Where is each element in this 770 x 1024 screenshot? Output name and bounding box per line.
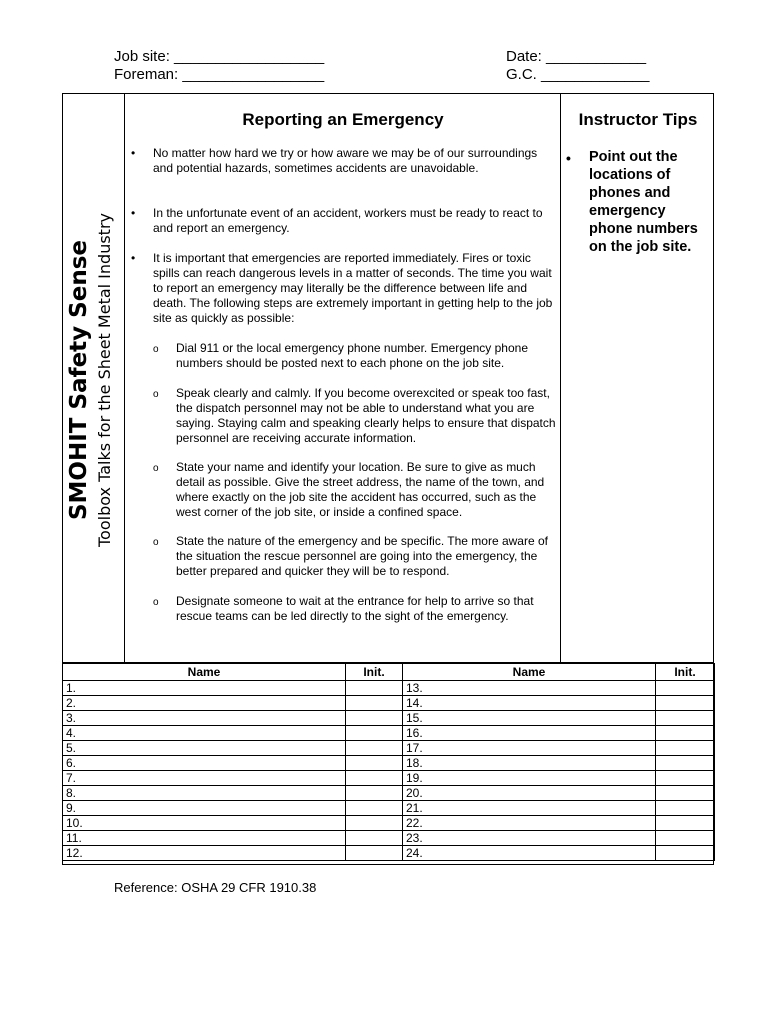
bullet-glyph: • <box>131 146 136 160</box>
signin-init-cell[interactable] <box>656 816 715 831</box>
bullet-item: In the unfortunate event of an accident, workers must be ready to react to and report an emergency. <box>153 206 543 235</box>
signin-name-cell[interactable]: 10. <box>63 816 346 831</box>
step-item: State the nature of the emergency and be specific. The more aware of the situation the rescue personnel are going into the emergency, the better prepared and quicker they will be to respond. <box>176 534 548 578</box>
signin-init-cell[interactable] <box>656 771 715 786</box>
signin-name-cell[interactable]: 20. <box>403 786 656 801</box>
sub-bullet-glyph: o <box>153 463 159 474</box>
signin-name-cell[interactable]: 12. <box>63 846 346 861</box>
signin-init-cell[interactable] <box>656 696 715 711</box>
table-row <box>63 696 715 711</box>
signin-name-cell[interactable]: 4. <box>63 726 346 741</box>
signin-init-cell[interactable] <box>656 831 715 846</box>
table-row <box>63 771 715 786</box>
signin-init-cell[interactable] <box>346 681 403 696</box>
signin-init-cell[interactable] <box>656 681 715 696</box>
signin-name-cell[interactable]: 19. <box>403 771 656 786</box>
reference-text: Reference: OSHA 29 CFR 1910.38 <box>114 880 317 895</box>
signin-name-cell[interactable]: 21. <box>403 801 656 816</box>
table-row <box>63 711 715 726</box>
table-row <box>63 846 715 861</box>
foreman-field: Foreman: _________________ <box>114 66 325 83</box>
signin-name-cell[interactable]: 7. <box>63 771 346 786</box>
signin-name-cell[interactable]: 13. <box>403 681 656 696</box>
signin-init-cell[interactable] <box>656 726 715 741</box>
sub-bullet-glyph: o <box>153 537 159 548</box>
signin-name-cell[interactable]: 1. <box>63 681 346 696</box>
sidebar-divider <box>124 93 125 663</box>
bullet-glyph: • <box>131 206 136 220</box>
table-row <box>63 786 715 801</box>
tips-divider <box>560 93 561 663</box>
sub-bullet-glyph: o <box>153 389 159 400</box>
step-item: Designate someone to wait at the entrance for help to arrive so that rescue teams can be led directly to the sight of the emergency. <box>176 594 534 623</box>
brand-title: SMOHIT Safety Sense <box>66 239 92 521</box>
signin-init-cell[interactable] <box>656 741 715 756</box>
sub-bullet-glyph: o <box>153 597 159 608</box>
table-row <box>63 801 715 816</box>
signin-init-cell[interactable] <box>346 726 403 741</box>
signin-name-cell[interactable]: 14. <box>403 696 656 711</box>
init-column-header: Init. <box>346 664 403 681</box>
signin-name-cell[interactable]: 2. <box>63 696 346 711</box>
signin-init-cell[interactable] <box>346 846 403 861</box>
brand-subtitle: Toolbox Talks for the Sheet Metal Industry <box>95 213 114 547</box>
name-column-header: Name <box>403 664 656 681</box>
signin-name-cell[interactable]: 9. <box>63 801 346 816</box>
signin-init-cell[interactable] <box>346 786 403 801</box>
date-field: Date: ____________ <box>506 48 647 65</box>
signin-init-cell[interactable] <box>346 771 403 786</box>
gc-field: G.C. _____________ <box>506 66 650 83</box>
signin-name-cell[interactable]: 11. <box>63 831 346 846</box>
signin-name-cell[interactable]: 24. <box>403 846 656 861</box>
table-row <box>63 681 715 696</box>
signin-init-cell[interactable] <box>656 801 715 816</box>
signin-name-cell[interactable]: 18. <box>403 756 656 771</box>
table-row <box>63 726 715 741</box>
name-column-header: Name <box>63 664 346 681</box>
job-site-field: Job site: __________________ <box>114 48 325 65</box>
signin-init-cell[interactable] <box>656 786 715 801</box>
bullet-glyph: • <box>131 251 136 265</box>
signin-init-cell[interactable] <box>346 711 403 726</box>
signin-init-cell[interactable] <box>656 711 715 726</box>
signin-name-cell[interactable]: 6. <box>63 756 346 771</box>
bullet-item: It is important that emergencies are reported immediately. Fires or toxic spills can reach dangerous levels in a matter of seconds. The time you wait to report an emergency may literally be the difference between life and death. The following steps are extremely important in getting help to the job site as quickly as possible: <box>153 251 553 325</box>
tip-text: Point out the locations of phones and emergency phone numbers on the job site. <box>589 149 698 255</box>
signin-init-cell[interactable] <box>656 846 715 861</box>
signin-init-cell[interactable] <box>346 756 403 771</box>
signin-name-cell[interactable]: 8. <box>63 786 346 801</box>
table-row <box>63 816 715 831</box>
signin-table <box>62 663 715 861</box>
tips-title: Instructor Tips <box>578 110 698 129</box>
signin-init-cell[interactable] <box>346 831 403 846</box>
signin-name-cell[interactable]: 23. <box>403 831 656 846</box>
signin-init-cell[interactable] <box>346 816 403 831</box>
signin-name-cell[interactable]: 15. <box>403 711 656 726</box>
step-item: Speak clearly and calmly. If you become overexcited or speak too fast, the dispatch personnel may not be able to understand what you are saying. Staying calm and speaking clearly helps to ensure that dispatch personnel are receiving accurate information. <box>176 386 556 445</box>
table-row <box>63 756 715 771</box>
table-row <box>63 831 715 846</box>
signin-name-cell[interactable]: 16. <box>403 726 656 741</box>
signin-name-cell[interactable]: 5. <box>63 741 346 756</box>
signin-init-cell[interactable] <box>346 696 403 711</box>
signin-name-cell[interactable]: 3. <box>63 711 346 726</box>
step-item: Dial 911 or the local emergency phone number. Emergency phone numbers should be posted next to each phone on the job site. <box>176 341 528 370</box>
step-item: State your name and identify your location. Be sure to give as much detail as possible. Give the street address, the name of the town, and where exactly on the job site the accident has occurred, such as the west corner of the job site, or inside a confined space. <box>176 460 545 519</box>
sidebar-brand <box>65 120 121 640</box>
signin-init-cell[interactable] <box>346 801 403 816</box>
signin-name-cell[interactable]: 22. <box>403 816 656 831</box>
signin-name-cell[interactable]: 17. <box>403 741 656 756</box>
table-row <box>63 741 715 756</box>
page-title: Reporting an Emergency <box>242 110 444 129</box>
tip-bullet-glyph: • <box>566 150 571 166</box>
init-column-header: Init. <box>656 664 715 681</box>
bullet-item: No matter how hard we try or how aware we may be of our surroundings and potential hazards, sometimes accidents are unavoidable. <box>153 146 538 175</box>
signin-init-cell[interactable] <box>656 756 715 771</box>
sub-bullet-glyph: o <box>153 344 159 355</box>
signin-init-cell[interactable] <box>346 741 403 756</box>
